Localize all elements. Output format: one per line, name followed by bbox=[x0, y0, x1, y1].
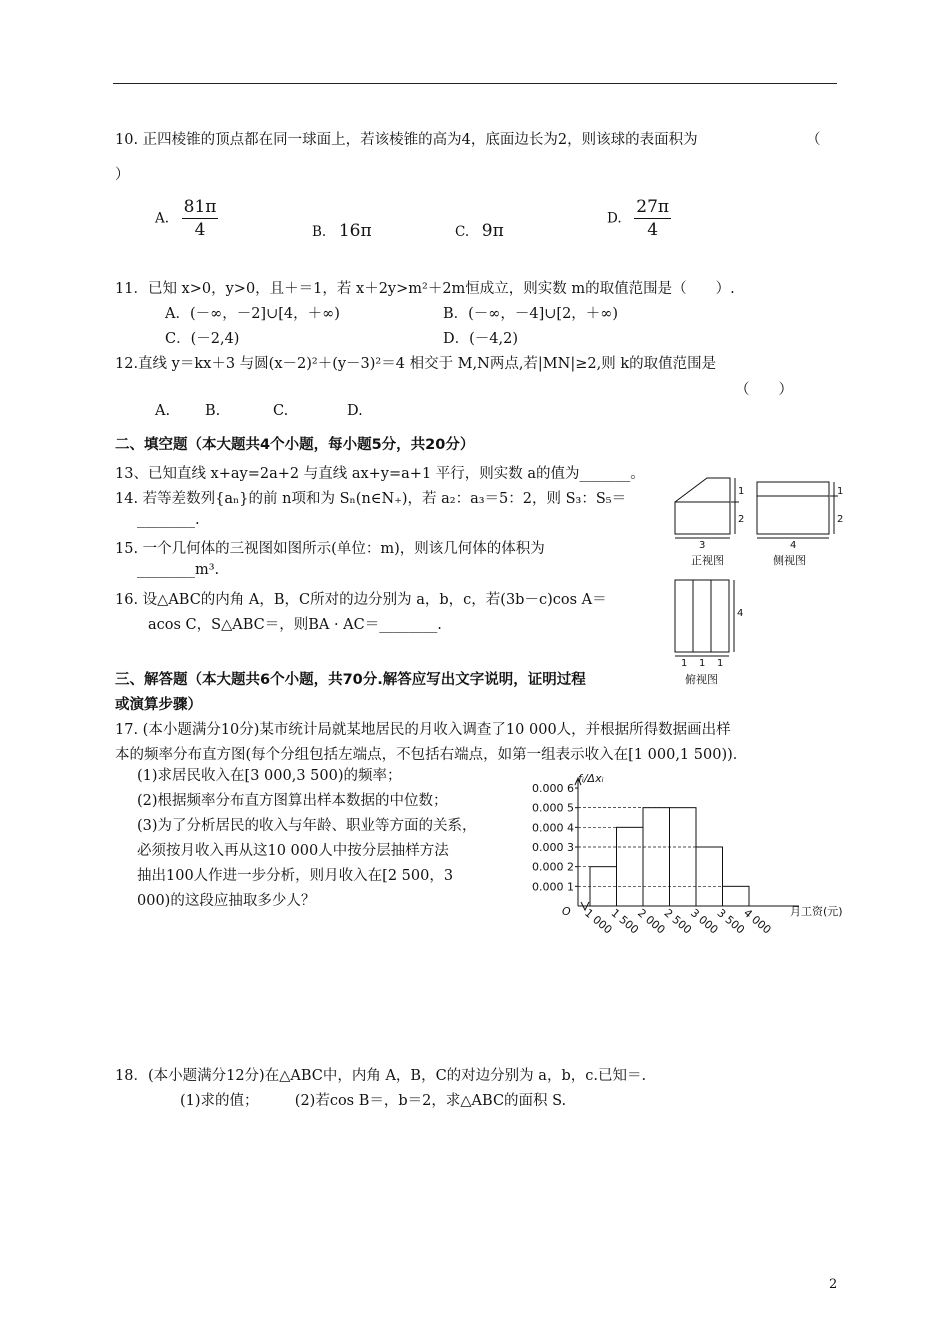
q10-option-d-den: 4 bbox=[647, 220, 659, 240]
q13-text: 13、已知直线 x+ay=2a+2 与直线 ax+y=a+1 平行，则实数 a的值为_______。 bbox=[115, 466, 645, 482]
q14-line2: ________. bbox=[137, 512, 200, 528]
side-view-label: 侧视图 bbox=[773, 554, 806, 567]
q10-option-d-label: D. bbox=[607, 210, 622, 227]
top-seg-1: 1 bbox=[681, 658, 688, 669]
top-view-rect bbox=[675, 580, 729, 652]
histogram-bar bbox=[670, 808, 697, 906]
y-axis-label: fᵢ/Δxᵢ bbox=[578, 772, 604, 785]
q17-line2: 本的频率分布直方图(每个分组包括左端点，不包括右端点，如第一组表示收入在[1 000,1 500))． bbox=[115, 747, 748, 763]
y-tick-label: 0.000 5 bbox=[532, 801, 574, 815]
origin-label: O bbox=[562, 905, 571, 918]
top-seg-3: 1 bbox=[717, 658, 724, 669]
frequency-histogram bbox=[520, 770, 860, 945]
x-axis-label: 月工资(元) bbox=[790, 905, 843, 918]
front-dim-2: 2 bbox=[738, 514, 745, 525]
x-tick-label: 2 500 bbox=[661, 906, 695, 937]
q18-line1: 18．(本小题满分12分)在△ABC中，内角 A，B，C的对边分别为 a，b，c.已知＝. bbox=[115, 1068, 647, 1084]
q10-option-c bbox=[455, 221, 504, 241]
q10-option-d bbox=[607, 196, 671, 241]
q11-text: 11．已知 x>0，y>0，且＋＝1，若 x＋2y>m²＋2m恒成立，则实数 m的取值范围是（ ）. bbox=[115, 281, 735, 297]
x-tick-label: 4 000 bbox=[741, 906, 774, 937]
q14-line1: 14. 若等差数列{aₙ}的前 n项和为 Sₙ(n∈N₊)，若 a₂：a₃＝5：2，则 S₃：S₅＝ bbox=[115, 491, 627, 507]
q11-option-b: B．(－∞，－4]∪[2，＋∞) bbox=[443, 306, 619, 322]
q10-option-d-num: 27π bbox=[636, 197, 670, 217]
q12-option-a: A. bbox=[155, 403, 171, 419]
front-width-label: 3 bbox=[699, 540, 706, 551]
top-view-label: 俯视图 bbox=[685, 673, 718, 686]
q15-line1: 15. 一个几何体的三视图如图所示(单位：m)，则该几何体的体积为 bbox=[115, 541, 545, 557]
section3-title-line2: 或演算步骤） bbox=[115, 697, 202, 713]
histogram-bar bbox=[696, 847, 723, 906]
q10-option-a bbox=[155, 196, 218, 241]
front-view-shape bbox=[675, 478, 730, 534]
q17-sub3-line3: 抽出100人作进一步分析，则月收入在[2 500，3 bbox=[137, 868, 454, 884]
x-tick-label: 2 000 bbox=[635, 906, 668, 937]
q10-option-b bbox=[312, 221, 372, 241]
q16-line1: 16. 设△ABC的内角 A，B，C所对的边分别为 a，b，c，若(3b－c)cos A＝ bbox=[115, 592, 607, 608]
q17-sub1: (1)求居民收入在[3 000,3 500)的频率； bbox=[137, 768, 402, 784]
q10-paren-open: （ bbox=[806, 132, 821, 148]
page-number: 2 bbox=[829, 1277, 838, 1292]
side-dim-1: 1 bbox=[837, 486, 844, 497]
q10-option-b-label: B. bbox=[312, 224, 327, 240]
header-rule bbox=[113, 83, 837, 84]
q11-option-d: D．(－4,2) bbox=[443, 331, 518, 347]
q12-paren: （ ） bbox=[735, 382, 793, 398]
q10-option-a-fraction bbox=[182, 196, 219, 241]
three-view-diagram bbox=[665, 470, 855, 692]
x-tick-label: 1 000 bbox=[582, 906, 615, 937]
side-dim-2: 2 bbox=[837, 514, 844, 525]
side-width-label: 4 bbox=[790, 540, 797, 551]
q17-sub3-line1: (3)为了分析居民的收入与年龄、职业等方面的关系， bbox=[137, 818, 477, 834]
q15-line2: ________m³. bbox=[137, 562, 220, 578]
q10-option-b-value: 16π bbox=[338, 221, 372, 241]
q10-option-d-fraction bbox=[634, 196, 671, 241]
front-dim-1: 1 bbox=[738, 486, 745, 497]
q12-option-c: C. bbox=[273, 403, 289, 419]
q10-text: 10. 正四棱锥的顶点都在同一球面上，若该棱锥的高为4，底面边长为2，则该球的表面积为 bbox=[115, 132, 698, 148]
front-view-label: 正视图 bbox=[691, 554, 724, 567]
q18-line2: (1)求的值； (2)若cos B＝，b＝2，求△ABC的面积 S. bbox=[180, 1093, 567, 1109]
q10-option-a-label: A. bbox=[155, 210, 170, 227]
q10-option-a-num: 81π bbox=[183, 197, 217, 217]
histogram-bar bbox=[643, 808, 670, 906]
q11-option-c: C．(－2,4) bbox=[165, 331, 240, 347]
y-tick-label: 0.000 1 bbox=[532, 880, 574, 894]
q17-sub2: (2)根据频率分布直方图算出样本数据的中位数； bbox=[137, 793, 448, 809]
top-seg-2: 1 bbox=[699, 658, 706, 669]
q17-sub3-line2: 必须按月收入再从这10 000人中按分层抽样方法 bbox=[137, 843, 449, 859]
y-tick-label: 0.000 2 bbox=[532, 860, 574, 874]
q11-option-a: A．(－∞，－2]∪[4，＋∞) bbox=[165, 306, 340, 322]
section2-title: 二、填空题（本大题共4个小题，每小题5分，共20分） bbox=[115, 437, 475, 453]
q12-text: 12.直线 y＝kx＋3 与圆(x－2)²＋(y－3)²＝4 相交于 M,N两点,若|MN|≥2,则 k的取值范围是 bbox=[115, 356, 717, 372]
top-height-label: 4 bbox=[737, 608, 744, 619]
x-tick-label: 3 000 bbox=[688, 906, 721, 937]
q16-line2: acos C，S△ABC＝，则BA · AC＝________. bbox=[148, 617, 442, 633]
q10-option-a-den: 4 bbox=[194, 220, 206, 240]
histogram-bar bbox=[723, 886, 750, 906]
y-tick-label: 0.000 3 bbox=[532, 841, 574, 854]
section3-title-line1: 三、解答题（本大题共6个小题，共70分.解答应写出文字说明，证明过程 bbox=[115, 672, 586, 688]
x-tick-label: 1 500 bbox=[608, 906, 642, 937]
q10-paren-close: ） bbox=[115, 167, 130, 183]
side-view-rect bbox=[757, 482, 829, 534]
q17-line1: 17. (本小题满分10分)某市统计局就某地居民的月收入调查了10 000人，并根据所得数据画出样 bbox=[115, 722, 731, 738]
y-tick-label: 0.000 4 bbox=[532, 821, 574, 835]
x-tick-label: 3 500 bbox=[714, 906, 748, 937]
q12-option-b: B. bbox=[205, 403, 221, 419]
y-tick-label: 0.000 6 bbox=[532, 782, 574, 795]
q10-option-c-value: 9π bbox=[481, 221, 504, 241]
q12-option-d: D. bbox=[347, 403, 363, 419]
histogram-bar bbox=[617, 827, 644, 906]
q10-option-c-label: C. bbox=[455, 224, 470, 240]
q17-sub3-line4: 000)的这段应抽取多少人？ bbox=[137, 893, 316, 909]
